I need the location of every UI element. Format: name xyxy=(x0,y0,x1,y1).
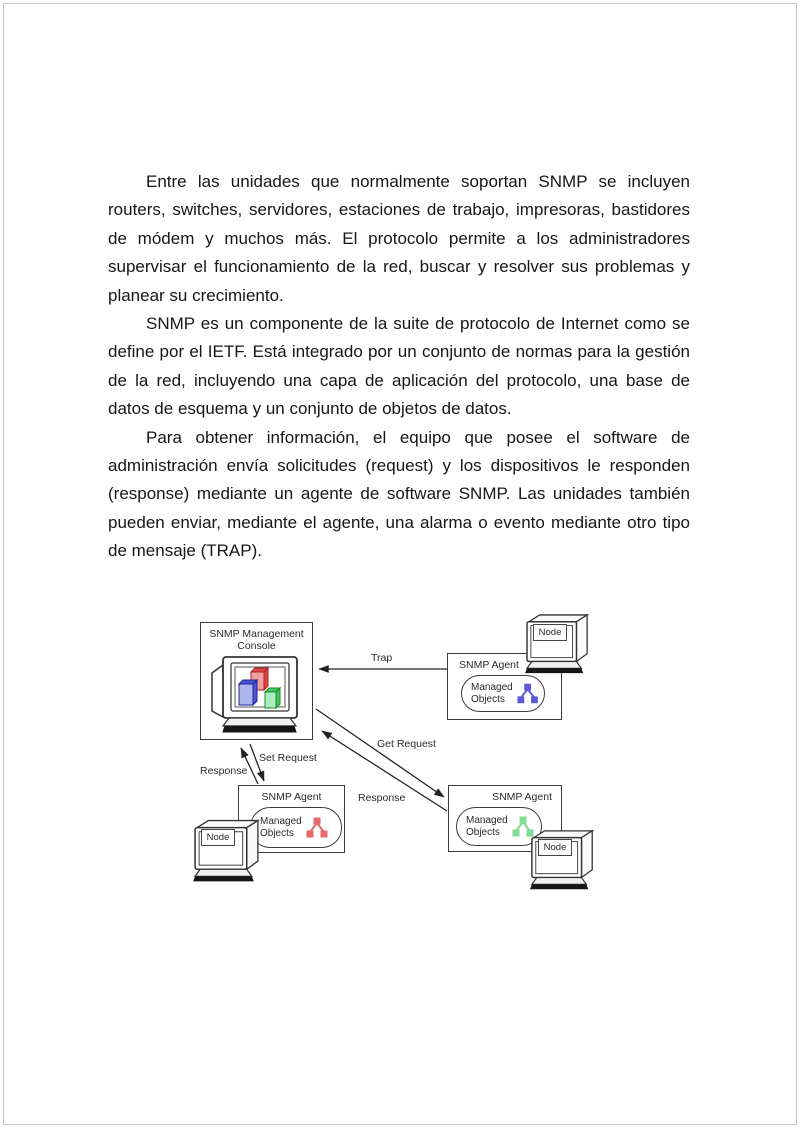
paragraph-3: Para obtener información, el equipo que posee el software de administración envía solicitudes (request) y los dispositivos le responden (response) mediante un agente de software SNMP. Las unidades también pueden enviar, mediante el agente, una alarma o evento mediante otro tipo de mensaje (TRAP). xyxy=(108,427,690,561)
set-request-arrow-label: Set Request xyxy=(259,752,317,764)
snmp-diagram xyxy=(195,612,605,902)
node-label: Node xyxy=(201,829,235,846)
response-left-arrow-label: Response xyxy=(200,765,248,777)
agent-label: SNMP Agent xyxy=(459,659,519,671)
console-title-line1: SNMP Management xyxy=(209,628,304,640)
node-label: Node xyxy=(538,839,572,856)
console-title-line2: Console xyxy=(237,640,276,652)
node-computer-bottom-left xyxy=(191,818,266,886)
get-request-arrow-label: Get Request xyxy=(377,738,436,750)
agent-label: SNMP Agent xyxy=(492,791,552,803)
get-request-arrow xyxy=(316,709,444,797)
node-computer-icon xyxy=(528,828,600,894)
paragraph-1: Entre las unidades que normalmente soportan SNMP se incluyen routers, switches, servidores, estaciones de trabajo, impresoras, bastidores de módem y muchos más. El protocolo permite a los administradores supervisar el funcionamiento de la red, buscar y resolver sus problemas y planear su crecimiento. xyxy=(108,172,690,305)
console-title xyxy=(201,623,312,652)
response-diagonal-arrow-label: Response xyxy=(358,792,406,804)
trap-arrow-label: Trap xyxy=(371,652,393,664)
snmp-management-console-box xyxy=(200,622,313,740)
managed-objects-label: Managed Objects xyxy=(260,816,302,839)
body-text xyxy=(108,168,690,566)
paragraph-2: SNMP es un componente de la suite de protocolo de Internet como se define por el IETF. Está integrado por un conjunto de normas para la gestión de la red, incluyendo una capa de aplicación del protocolo, una base de datos de esquema y un conjunto de objetos de datos. xyxy=(108,314,690,419)
agent-label: SNMP Agent xyxy=(261,791,322,803)
node-computer-icon xyxy=(523,613,595,677)
managed-objects-tree-icon-red xyxy=(305,817,329,838)
node-label: Node xyxy=(533,624,567,641)
managed-objects-label: Managed Objects xyxy=(471,682,513,705)
managed-objects-tree-icon-blue xyxy=(516,683,539,704)
node-computer-bottom-right xyxy=(528,828,600,894)
managed-objects-oval xyxy=(461,675,545,712)
node-computer-top-right xyxy=(523,613,595,677)
management-console-monitor-icon xyxy=(210,655,306,737)
managed-objects-label: Managed Objects xyxy=(466,815,508,838)
